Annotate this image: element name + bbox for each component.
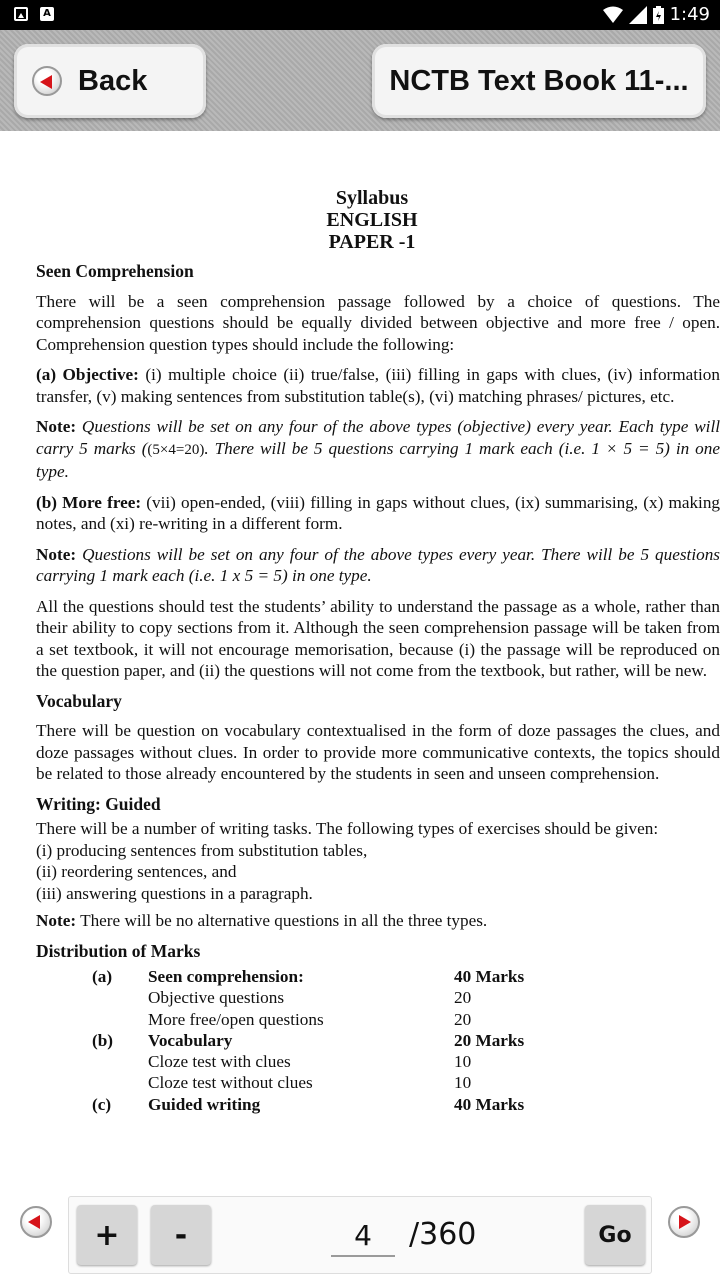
text: (vii) open-ended, (viii) filling in gaps without clues, (ix) summarising, (x) making notes, and (xi) re-writing in a different form. xyxy=(36,492,720,533)
list-item: (ii) reordering sentences, and xyxy=(36,862,237,881)
note-label: Note: xyxy=(36,417,77,436)
back-arrow-icon xyxy=(32,66,62,96)
row-letter xyxy=(92,1051,148,1072)
row-name: Guided writing xyxy=(148,1094,261,1114)
note-text: (5×4=20) xyxy=(147,441,205,458)
table-row xyxy=(92,1094,552,1115)
row-marks: 10 xyxy=(454,1052,472,1072)
title-line: PAPER -1 xyxy=(328,231,416,253)
battery-icon xyxy=(653,6,664,24)
row-marks: 40 Marks xyxy=(454,967,525,986)
list-item: (i) producing sentences from substitution tables, xyxy=(36,840,368,860)
table-row xyxy=(92,1051,552,1072)
navigation-panel xyxy=(68,1196,652,1274)
image-notification-icon xyxy=(14,7,28,21)
table-row xyxy=(92,1009,552,1030)
zoom-out-button[interactable]: - xyxy=(151,1205,211,1265)
row-marks: 20 Marks xyxy=(454,1030,525,1050)
row-letter xyxy=(92,1072,148,1093)
back-button[interactable] xyxy=(14,44,206,118)
a-notification-icon: A xyxy=(40,7,54,21)
table-row xyxy=(92,987,552,1008)
title-line: ENGLISH xyxy=(326,209,418,231)
row-name: Vocabulary xyxy=(148,1030,233,1050)
list-item: (iii) answering questions in a paragraph. xyxy=(36,883,313,903)
row-name: More free/open questions xyxy=(148,1009,324,1029)
clock: 1:49 xyxy=(669,4,710,25)
text: (i) multiple choice (ii) true/false, (iii) filling in gaps with clues, (iv) information transfer, (v) making sentences from substitution table(s), (vi) matching phrases/ pictures, etc. xyxy=(36,365,720,406)
row-name: Objective questions xyxy=(148,988,285,1008)
note-text: Questions will be set on any four of the above types (objective) every year. Each type will carry 5 marks ( xyxy=(36,417,720,458)
row-marks: 20 xyxy=(454,988,472,1008)
label: (a) Objective: xyxy=(36,365,139,384)
previous-arrow-icon xyxy=(20,1206,52,1238)
row-marks: 40 Marks xyxy=(454,1094,525,1114)
section-heading: Writing: Guided xyxy=(36,793,161,814)
row-marks: 10 xyxy=(454,1073,472,1093)
section-heading: Distribution of Marks xyxy=(36,940,201,961)
document-title xyxy=(24,187,720,253)
paragraph: There will be a seen comprehension passage followed by a choice of questions. The comprehension questions should be equally divided between objective and more free / open. Comprehension question types should include the following: xyxy=(36,291,720,354)
label: (b) More free: xyxy=(36,492,142,512)
previous-page-button[interactable] xyxy=(20,1206,52,1243)
note-text: There will be no alternative questions in all the three types. xyxy=(76,911,488,930)
note xyxy=(36,910,720,932)
row-name: Cloze test without clues xyxy=(148,1073,313,1093)
signal-icon xyxy=(629,6,647,24)
note-text: . There will be 5 questions carrying 1 mark each (i.e. 1 × 5 = 5) in one type. xyxy=(36,438,720,481)
paragraph: All the questions should test the students’ ability to understand the passage as a whole, rather than their ability to copy sections from it. Although the seen comprehension passage will be taken from a set textbook, it will not encourage memorisation, because (i) the passage will be reproduced on the question paper, and (ii) the questions will not come from the textbook, but rather, will be new. xyxy=(36,596,720,680)
table-row xyxy=(92,1072,552,1093)
document-page[interactable] xyxy=(0,131,720,1196)
note xyxy=(36,544,720,587)
section-heading: Vocabulary xyxy=(36,690,122,711)
app-header xyxy=(0,30,720,131)
total-pages: /360 xyxy=(409,1217,477,1252)
book-title: NCTB Text Book 11-... xyxy=(389,64,689,97)
page-navigation-bar xyxy=(0,1196,720,1280)
note-label: Note: xyxy=(36,544,77,564)
row-letter xyxy=(92,1009,148,1030)
wifi-icon xyxy=(603,6,623,24)
go-button[interactable]: Go xyxy=(585,1205,645,1265)
table-row xyxy=(92,966,552,987)
title-line: Syllabus xyxy=(335,187,409,209)
document-content xyxy=(36,187,720,1115)
section-heading: Seen Comprehension xyxy=(36,261,194,281)
back-label: Back xyxy=(78,64,148,97)
table-row xyxy=(92,1030,552,1051)
paragraph xyxy=(36,364,720,407)
zoom-in-button[interactable]: + xyxy=(77,1205,137,1265)
page-number-input[interactable] xyxy=(331,1215,395,1257)
book-title-button[interactable] xyxy=(372,44,706,118)
note-text: Questions will be set on any four of the above types every year. There will be 5 questions carrying 1 mark each (i.e. 1 x 5 = 5) in one type. xyxy=(36,544,720,585)
paragraph: There will be a number of writing tasks. The following types of exercises should be given: xyxy=(36,819,659,838)
row-letter: (a) xyxy=(92,967,113,986)
note-label: Note: xyxy=(36,911,77,930)
next-arrow-icon xyxy=(668,1206,700,1238)
row-letter: (b) xyxy=(92,1030,114,1050)
row-name: Seen comprehension: xyxy=(148,967,304,986)
paragraph: There will be question on vocabulary contextualised in the form of doze passages the clues, and doze passages without clues. In order to provide more communicative contexts, the topics should be related to those already encountered by the students in seen and unseen comprehension. xyxy=(36,721,720,783)
row-name: Cloze test with clues xyxy=(148,1052,291,1072)
row-letter xyxy=(92,987,148,1008)
paragraph xyxy=(36,492,720,535)
status-bar xyxy=(0,0,720,30)
row-letter: (c) xyxy=(92,1094,112,1114)
note xyxy=(36,416,720,483)
next-page-button[interactable] xyxy=(668,1206,700,1243)
marks-table xyxy=(92,966,552,1115)
row-marks: 20 xyxy=(454,1009,472,1029)
